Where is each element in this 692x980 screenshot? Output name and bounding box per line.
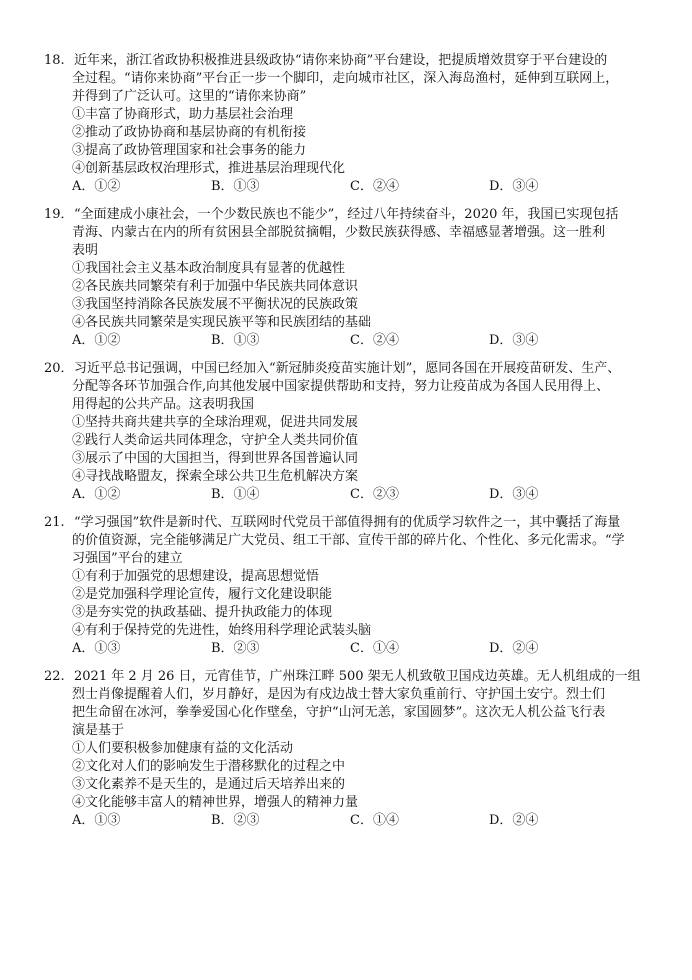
question-stem-line xyxy=(44,206,664,224)
option-statement: ②文化对人们的影响发生于潜移默化的过程之中 xyxy=(72,759,346,774)
choice-b: B．①③ xyxy=(211,179,260,194)
choice-a: A．①② xyxy=(72,179,121,194)
option-statement: ③提高了政协管理国家和社会事务的能力 xyxy=(72,143,307,158)
option-statement: ④寻找战略盟友，探索全球公共卫生危机解决方案 xyxy=(72,469,359,484)
option-statement: ①我国社会主义基本政治制度具有显著的优越性 xyxy=(72,261,346,276)
option-statement: ④各民族共同繁荣是实现民族平等和民族团结的基础 xyxy=(72,315,372,330)
question-number: 18. xyxy=(44,53,65,68)
choice-b: B．②③ xyxy=(211,641,260,656)
option-statement: ①坚持共商共建共享的全球治理观，促进共同发展 xyxy=(72,415,359,430)
choice-c: C．②④ xyxy=(350,333,399,348)
choice-d: D．③④ xyxy=(489,179,539,194)
option-statement: ②是党加强科学理论宣传，履行文化建设职能 xyxy=(72,587,333,602)
question-stem-line: 的价值资源，完全能够满足广大党员、组工干部、宣传干部的碎片化、个性化、多元化需求。“学 xyxy=(72,533,625,548)
option-statement: ③展示了中国的大国担当，得到世界各国普遍认同 xyxy=(72,451,359,466)
option-statement: ④创新基层政权治理形式，推进基层治理现代化 xyxy=(72,161,346,176)
choice-b: B．②③ xyxy=(211,813,260,828)
answer-choices xyxy=(44,486,664,504)
stem-text: 2021 年 2 月 26 日，元宵佳节，广州珠江畔 500 架无人机致敬卫国戍边英雄。无人机组成的一组 xyxy=(74,669,641,684)
question-stem-line: 演是基于 xyxy=(72,723,125,738)
choice-a: A．①③ xyxy=(72,813,121,828)
question-number: 20． xyxy=(44,361,74,376)
choice-b: B．①③ xyxy=(211,333,260,348)
option-statement: ④文化能够丰富人的精神世界，增强人的精神力量 xyxy=(72,795,359,810)
choice-b: B．①④ xyxy=(211,487,260,502)
question-stem-line xyxy=(44,668,664,686)
choice-d: D．②④ xyxy=(489,641,539,656)
question-stem-line xyxy=(44,360,664,378)
choice-a: A．①② xyxy=(72,333,121,348)
question-stem-line: 表明 xyxy=(72,243,99,258)
option-statement: ①丰富了协商形式，助力基层社会治理 xyxy=(72,107,294,122)
option-statement: ②推动了政协协商和基层协商的有机衔接 xyxy=(72,125,307,140)
question-stem-line: 把生命留在冰河，拳拳爱国心化作壁垒，守护“山河无恙，家国圆梦”。这次无人机公益飞行表 xyxy=(72,705,606,720)
stem-text: “全面建成小康社会，一个少数民族也不能少”，经过八年持续奋斗，2020 年，我国已实现包括 xyxy=(74,207,619,222)
option-statement: ③是夯实党的执政基础、提升执政能力的体现 xyxy=(72,605,333,620)
choice-a: A．①③ xyxy=(72,641,121,656)
question-stem-line: 习强国”平台的建立 xyxy=(72,551,183,566)
question-stem-line xyxy=(44,52,664,70)
question-19 xyxy=(44,206,664,350)
choice-c: C．②④ xyxy=(350,179,399,194)
question-number: 21. xyxy=(44,515,65,530)
question-18 xyxy=(44,52,664,196)
option-statement: ②践行人类命运共同体理念，守护全人类共同价值 xyxy=(72,433,359,448)
question-stem-line: 用得起的公共产品。这表明我国 xyxy=(72,397,255,412)
choice-c: C．①④ xyxy=(350,813,399,828)
question-stem-line: 青海、内蒙古在内的所有贫困县全部脱贫摘帽，少数民族获得感、幸福感显著增强。这一胜利 xyxy=(72,225,606,240)
answer-choices xyxy=(44,332,664,350)
option-statement: ④有利于保持党的先进性，始终用科学理论武装头脑 xyxy=(72,623,372,638)
question-20 xyxy=(44,360,664,504)
choice-d: D．③④ xyxy=(489,333,539,348)
option-statement: ③文化素养不是天生的，是通过后天培养出来的 xyxy=(72,777,346,792)
question-number: 19． xyxy=(44,207,74,222)
question-stem-line xyxy=(44,514,664,532)
question-stem-line: 烈士肖像提醒着人们，岁月静好，是因为有戍边战士替大家负重前行、守护国土安宁。烈士们 xyxy=(72,687,606,702)
choice-d: D．③④ xyxy=(489,487,539,502)
option-statement: ③我国坚持消除各民族发展不平衡状况的民族政策 xyxy=(72,297,359,312)
choice-a: A．①② xyxy=(72,487,121,502)
choice-c: C．②③ xyxy=(350,487,399,502)
question-number: 22. xyxy=(44,669,65,684)
stem-text: “学习强国”软件是新时代、互联网时代党员干部值得拥有的优质学习软件之一，其中囊括了海量 xyxy=(74,515,621,530)
stem-text: 习近平总书记强调，中国已经加入“新冠肺炎疫苗实施计划”，愿同各国在开展疫苗研发、生产、 xyxy=(74,361,621,376)
question-stem-line: 分配等各环节加强合作,向其他发展中国家提供帮助和支持，努力让疫苗成为各国人民用得上、 xyxy=(72,379,610,394)
answer-choices xyxy=(44,178,664,196)
question-stem-line: 全过程。“请你来协商”平台正一步一个脚印，走向城市社区，深入海岛渔村，延伸到互联网上， xyxy=(72,71,619,86)
option-statement: ①有利于加强党的思想建设，提高思想觉悟 xyxy=(72,569,320,584)
stem-text: 近年来，浙江省政协积极推进县级政协“请你来协商”平台建设，把提质增效贯穿于平台建设的 xyxy=(74,53,608,68)
option-statement: ①人们要积极参加健康有益的文化活动 xyxy=(72,741,294,756)
choice-d: D．②④ xyxy=(489,813,539,828)
option-statement: ②各民族共同繁荣有利于加强中华民族共同体意识 xyxy=(72,279,359,294)
question-21 xyxy=(44,514,664,658)
answer-choices xyxy=(44,812,664,830)
choice-c: C．①④ xyxy=(350,641,399,656)
question-22 xyxy=(44,668,664,830)
question-stem-line: 并得到了广泛认可。这里的“请你来协商” xyxy=(72,89,307,104)
answer-choices xyxy=(44,640,664,658)
